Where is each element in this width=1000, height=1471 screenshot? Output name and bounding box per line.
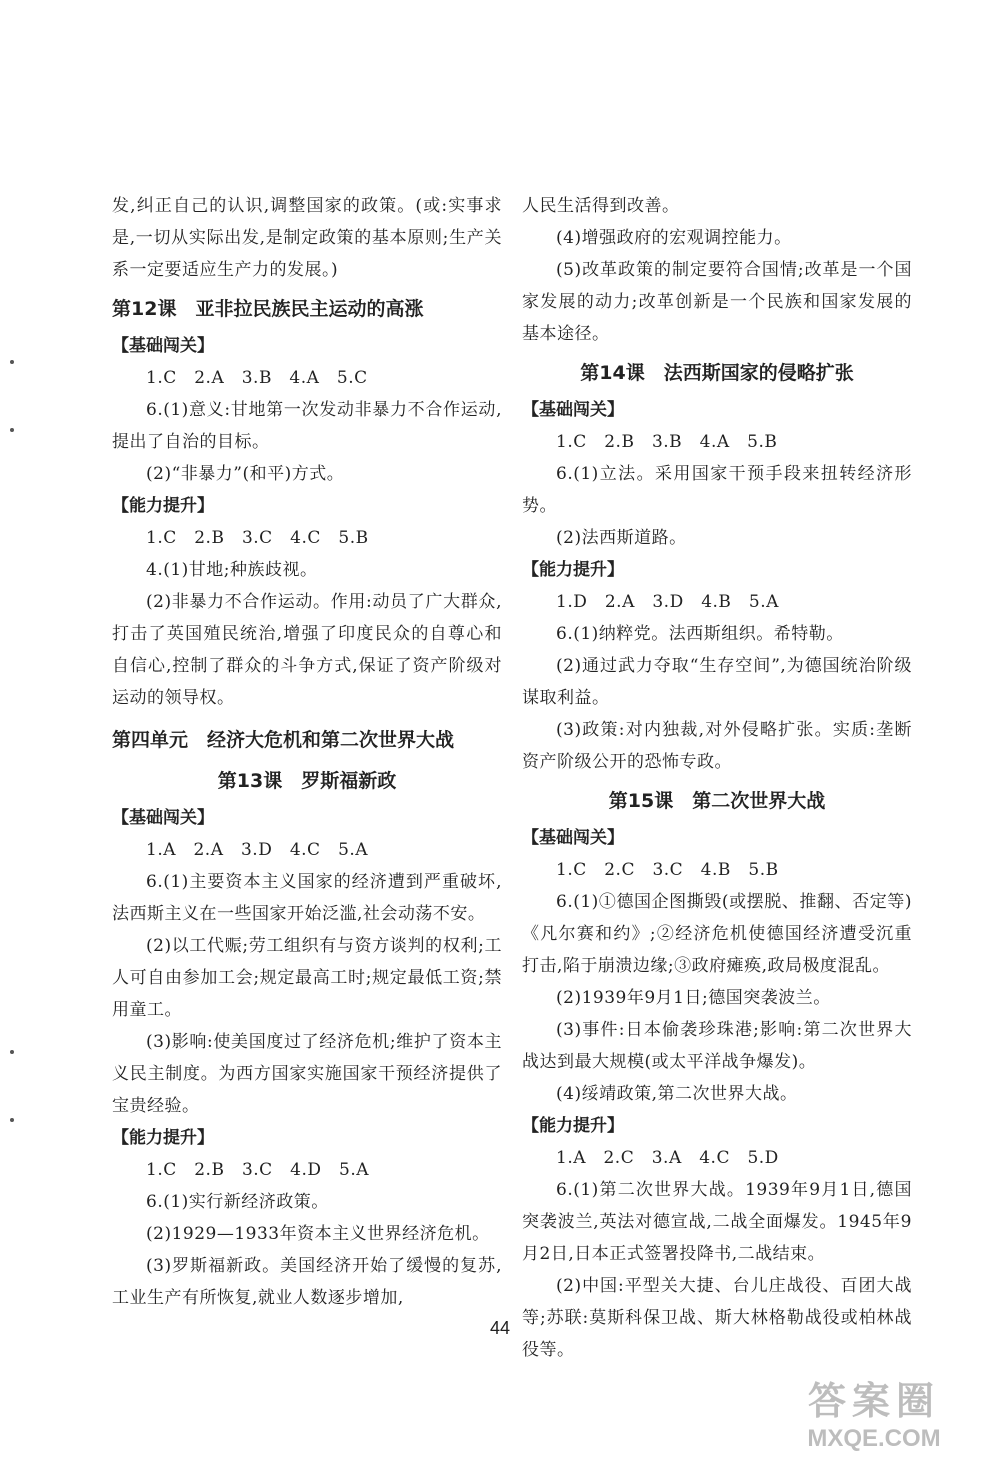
answer-paragraph: 1.C 2.B 3.C 4.D 5.A: [146, 1160, 370, 1180]
lesson-title: 第13课 罗斯福新政: [217, 770, 397, 792]
section-heading: 【基础闯关】: [522, 828, 624, 848]
answer-paragraph: 1.A 2.A 3.D 4.C 5.A: [146, 840, 369, 860]
lesson-title: 第14课 法西斯国家的侵略扩张: [580, 362, 854, 384]
answer-paragraph: (3)影响:使美国度过了经济危机;维护了资本主义民主制度。为西方国家实施国家干预经济提供了宝贵经验。: [112, 1032, 502, 1116]
section-heading: 【能力提升】: [522, 560, 624, 580]
left-column: [112, 190, 502, 1314]
answer-paragraph: (2)通过武力夺取“生存空间”,为德国统治阶级谋取利益。: [522, 656, 912, 708]
margin-dot: [10, 1118, 14, 1122]
watermark-logo: 答案圈: [807, 1379, 940, 1423]
answer-paragraph: (2)以工代赈;劳工组织有与资方谈判的权利;工人可自由参加工会;规定最高工时;规定最低工资;禁用童工。: [112, 936, 502, 1020]
answer-paragraph: 6.(1)第二次世界大战。1939年9月1日,德国突袭波兰,英法对德宣战,二战全面爆发。1945年9月2日,日本正式签署投降书,二战结束。: [522, 1180, 912, 1264]
unit-title: 第四单元 经济大危机和第二次世界大战: [112, 729, 455, 751]
answer-paragraph: (3)政策:对内独裁,对外侵略扩张。实质:垄断资产阶级公开的恐怖专政。: [522, 720, 912, 772]
watermark: [774, 1370, 974, 1453]
answer-paragraph: 4.(1)甘地;种族歧视。: [146, 560, 318, 580]
answer-paragraph: 1.D 2.A 3.D 4.B 5.A: [556, 592, 779, 612]
answer-paragraph: 1.C 2.A 3.B 4.A 5.C: [146, 368, 368, 388]
section-heading: 【能力提升】: [522, 1116, 624, 1136]
section-heading: 【基础闯关】: [522, 400, 624, 420]
margin-dot: [10, 428, 14, 432]
answer-paragraph: (2)中国:平型关大捷、台儿庄战役、百团大战等;苏联:莫斯科保卫战、斯大林格勒战役或柏林战役等。: [522, 1276, 912, 1360]
answer-paragraph: 1.A 2.C 3.A 4.C 5.D: [556, 1148, 779, 1168]
answer-paragraph: (3)事件:日本偷袭珍珠港;影响:第二次世界大战达到最大规模(或太平洋战争爆发)。: [522, 1020, 912, 1072]
answer-paragraph: (3)罗斯福新政。美国经济开始了缓慢的复苏,工业生产有所恢复,就业人数逐步增加,: [112, 1256, 502, 1308]
answer-paragraph: (2)法西斯道路。: [556, 528, 687, 548]
answer-paragraph: 6.(1)意义:甘地第一次发动非暴力不合作运动,提出了自治的目标。: [112, 400, 502, 452]
paragraph: 发,纠正自己的认识,调整国家的政策。(或:实事求是,一切从实际出发,是制定政策的基本原则;生产关系一定要适应生产力的发展。): [112, 196, 502, 280]
answer-paragraph: (4)增强政府的宏观调控能力。: [556, 228, 792, 248]
margin-dot: [10, 360, 14, 364]
answer-paragraph: 6.(1)实行新经济政策。: [146, 1192, 329, 1212]
section-heading: 【能力提升】: [112, 1128, 214, 1148]
answer-paragraph: 6.(1)立法。采用国家干预手段来扭转经济形势。: [522, 464, 912, 516]
paragraph: 人民生活得到改善。: [522, 196, 680, 216]
answer-paragraph: (2)1929—1933年资本主义世界经济危机。: [146, 1224, 490, 1244]
lesson-title: 第15课 第二次世界大战: [608, 790, 826, 812]
answer-paragraph: (2)1939年9月1日;德国突袭波兰。: [556, 988, 831, 1008]
section-heading: 【基础闯关】: [112, 336, 214, 356]
answer-paragraph: (2)“非暴力”(和平)方式。: [146, 464, 345, 484]
answer-paragraph: 6.(1)主要资本主义国家的经济遭到严重破坏,法西斯主义在一些国家开始泛滥,社会动荡不安。: [112, 872, 502, 924]
answer-paragraph: 1.C 2.C 3.C 4.B 5.B: [556, 860, 779, 880]
section-heading: 【基础闯关】: [112, 808, 214, 828]
lesson-title: 第12课 亚非拉民族民主运动的高涨: [112, 298, 424, 320]
answer-paragraph: (2)非暴力不合作运动。作用:动员了广大群众,打击了英国殖民统治,增强了印度民众的自尊心和自信心,控制了群众的斗争方式,保证了资产阶级对运动的领导权。: [112, 592, 502, 708]
answer-paragraph: (4)绥靖政策,第二次世界大战。: [556, 1084, 798, 1104]
right-column: [522, 190, 912, 1366]
answer-paragraph: 6.(1)纳粹党。法西斯组织。希特勒。: [556, 624, 844, 644]
answer-paragraph: 6.(1)①德国企图撕毁(或摆脱、推翻、否定等)《凡尔赛和约》;②经济危机使德国经济遭受沉重打击,陷于崩溃边缘;③政府瘫痪,政局极度混乱。: [522, 892, 912, 976]
answer-paragraph: 1.C 2.B 3.C 4.C 5.B: [146, 528, 369, 548]
answer-paragraph: 1.C 2.B 3.B 4.A 5.B: [556, 432, 778, 452]
section-heading: 【能力提升】: [112, 496, 214, 516]
margin-dot: [10, 1050, 14, 1054]
page-number: 44: [489, 1318, 511, 1338]
answer-paragraph: (5)改革政策的制定要符合国情;改革是一个国家发展的动力;改革创新是一个民族和国家发展的基本途径。: [522, 260, 912, 344]
watermark-url: MXQE.COM: [807, 1425, 941, 1452]
